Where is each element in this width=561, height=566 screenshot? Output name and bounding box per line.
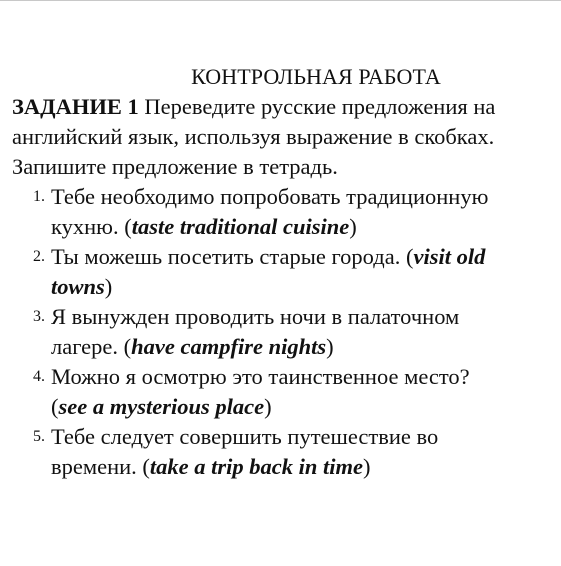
item-text: Я вынужден проводить ночи в палаточном лагере. ( <box>51 304 460 359</box>
item-number: 2. <box>33 248 45 265</box>
item-text: Можно я осмотрю это таинственное место? ( <box>51 364 470 419</box>
item-hint: have campfire nights <box>131 334 327 359</box>
list-item <box>12 362 511 422</box>
task-list <box>12 182 552 482</box>
list-item <box>12 302 511 362</box>
item-text: Тебе следует совершить путешествие во времени. ( <box>51 424 439 479</box>
item-number: 1. <box>33 188 45 205</box>
item-close: ) <box>363 454 371 479</box>
item-number: 3. <box>33 308 45 325</box>
item-hint: taste traditional cuisine <box>131 214 350 239</box>
item-close: ) <box>326 334 334 359</box>
item-close: ) <box>104 274 113 299</box>
item-text: Тебе необходимо попробовать традиционную кухню. ( <box>51 184 489 239</box>
item-hint: visit old towns <box>51 244 486 299</box>
item-number: 4. <box>33 368 45 385</box>
item-hint: see a mysterious place <box>58 394 265 419</box>
list-item <box>12 242 511 302</box>
list-item <box>12 422 511 482</box>
item-number: 5. <box>33 428 45 445</box>
task-instruction: Переведите русские предложения на английский язык, используя выражение в скобках. Запишите предложение в тетрадь. <box>12 94 496 179</box>
item-hint: take a trip back in time <box>149 454 364 479</box>
top-divider <box>0 0 561 1</box>
item-close: ) <box>349 214 357 239</box>
task-heading: ЗАДАНИЕ 1 <box>12 94 139 119</box>
item-close: ) <box>264 394 272 419</box>
document-title: КОНТРОЛЬНАЯ РАБОТА <box>191 64 441 89</box>
item-text: Ты можешь посетить старые города. ( <box>51 244 414 269</box>
list-item <box>12 182 511 242</box>
document-body <box>12 62 552 482</box>
task-intro <box>12 92 512 182</box>
